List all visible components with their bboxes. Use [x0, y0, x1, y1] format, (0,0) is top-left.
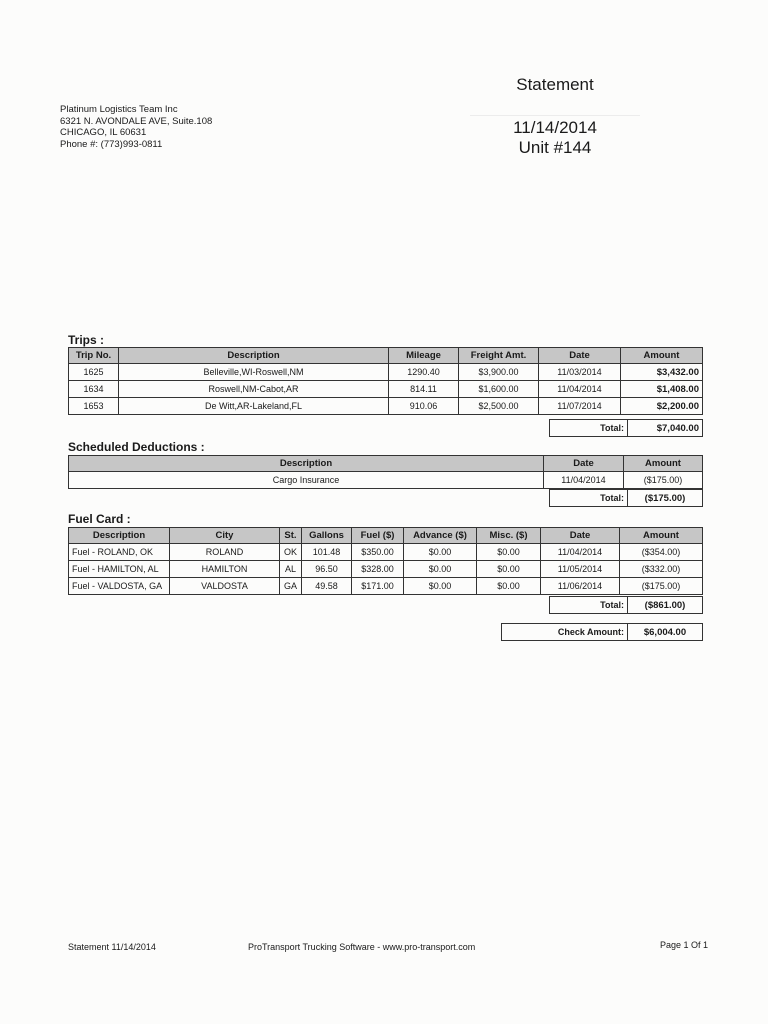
- date-cell: 11/07/2014: [539, 398, 621, 415]
- state-cell: GA: [280, 578, 302, 595]
- date-cell: 11/03/2014: [539, 364, 621, 381]
- amount-cell: ($175.00): [620, 578, 703, 595]
- statement-title: Statement: [516, 75, 594, 94]
- check-amount-box: [501, 623, 703, 641]
- fuel-table: [68, 527, 703, 595]
- col-date: Date: [544, 456, 624, 472]
- city-cell: ROLAND: [170, 544, 280, 561]
- col-state: St.: [280, 528, 302, 544]
- statement-divider: [470, 115, 640, 116]
- fuel-total-label: Total:: [550, 597, 628, 614]
- trips-total: [549, 419, 703, 437]
- table-row: [69, 364, 703, 381]
- fuel-total: [549, 596, 703, 614]
- advance-cell: $0.00: [404, 578, 477, 595]
- gallons-cell: 49.58: [302, 578, 352, 595]
- company-address-line2: CHICAGO, IL 60631: [60, 127, 147, 138]
- deductions-total-value: ($175.00): [628, 490, 703, 507]
- description-cell: Roswell,NM-Cabot,AR: [119, 381, 389, 398]
- freight-cell: $2,500.00: [459, 398, 539, 415]
- amount-cell: ($175.00): [624, 472, 703, 489]
- fuel-cell: $350.00: [352, 544, 404, 561]
- description-cell: Fuel - HAMILTON, AL: [69, 561, 170, 578]
- fuel-header-row: [69, 528, 703, 544]
- trips-table: [68, 347, 703, 415]
- company-phone: Phone #: (773)993-0811: [60, 138, 163, 150]
- amount-cell: $2,200.00: [621, 398, 703, 415]
- table-row: [69, 544, 703, 561]
- trips-heading: Trips :: [68, 333, 105, 347]
- trip-no-cell: 1625: [69, 364, 119, 381]
- table-row: [69, 561, 703, 578]
- footer-statement-date: Statement 11/14/2014: [68, 942, 156, 952]
- mileage-cell: 814.11: [389, 381, 459, 398]
- date-cell: 11/04/2014: [539, 381, 621, 398]
- misc-cell: $0.00: [477, 578, 541, 595]
- misc-cell: $0.00: [477, 561, 541, 578]
- deductions-total-label: Total:: [550, 490, 628, 507]
- col-description: Description: [69, 528, 170, 544]
- company-address-line1: 6321 N. AVONDALE AVE, Suite.108: [60, 115, 213, 127]
- description-cell: Fuel - ROLAND, OK: [69, 544, 170, 561]
- statement-date: 11/14/2014: [513, 118, 597, 137]
- trips-total-label: Total:: [550, 420, 628, 437]
- amount-cell: $1,408.00: [621, 381, 703, 398]
- col-mileage: Mileage: [389, 348, 459, 364]
- footer-page-number: Page 1 Of 1: [660, 940, 709, 950]
- city-cell: VALDOSTA: [170, 578, 280, 595]
- deductions-total: [549, 489, 703, 507]
- freight-cell: $3,900.00: [459, 364, 539, 381]
- amount-cell: ($332.00): [620, 561, 703, 578]
- date-cell: 11/04/2014: [544, 472, 624, 489]
- table-row: [69, 472, 703, 489]
- col-misc: Misc. ($): [477, 528, 541, 544]
- col-fuel: Fuel ($): [352, 528, 404, 544]
- fuel-cell: $171.00: [352, 578, 404, 595]
- deductions-table: [68, 455, 703, 489]
- col-freight-amt: Freight Amt.: [459, 348, 539, 364]
- col-description: Description: [119, 348, 389, 364]
- trips-header-row: [69, 348, 703, 364]
- description-cell: Cargo Insurance: [69, 472, 544, 489]
- mileage-cell: 910.06: [389, 398, 459, 415]
- state-cell: AL: [280, 561, 302, 578]
- col-amount: Amount: [621, 348, 703, 364]
- description-cell: Fuel - VALDOSTA, GA: [69, 578, 170, 595]
- gallons-cell: 101.48: [302, 544, 352, 561]
- table-row: [69, 381, 703, 398]
- date-cell: 11/04/2014: [541, 544, 620, 561]
- date-cell: 11/06/2014: [541, 578, 620, 595]
- check-amount-value: $6,004.00: [628, 624, 703, 641]
- col-amount: Amount: [620, 528, 703, 544]
- date-cell: 11/05/2014: [541, 561, 620, 578]
- statement-meta: [470, 118, 640, 158]
- company-info: [60, 104, 212, 150]
- col-advance: Advance ($): [404, 528, 477, 544]
- description-cell: Belleville,WI-Roswell,NM: [119, 364, 389, 381]
- col-trip-no: Trip No.: [69, 348, 119, 364]
- company-name: Platinum Logistics Team Inc: [60, 104, 178, 115]
- mileage-cell: 1290.40: [389, 364, 459, 381]
- fuel-heading: Fuel Card :: [68, 512, 131, 526]
- col-description: Description: [69, 456, 544, 472]
- statement-unit: Unit #144: [518, 138, 592, 157]
- table-row: [69, 398, 703, 415]
- col-amount: Amount: [624, 456, 703, 472]
- amount-cell: $3,432.00: [621, 364, 703, 381]
- col-date: Date: [539, 348, 621, 364]
- col-date: Date: [541, 528, 620, 544]
- footer-software: ProTransport Trucking Software - www.pro-transport.com: [248, 942, 476, 952]
- freight-cell: $1,600.00: [459, 381, 539, 398]
- amount-cell: ($354.00): [620, 544, 703, 561]
- deductions-heading: Scheduled Deductions :: [68, 440, 205, 454]
- description-cell: De Witt,AR-Lakeland,FL: [119, 398, 389, 415]
- gallons-cell: 96.50: [302, 561, 352, 578]
- state-cell: OK: [280, 544, 302, 561]
- col-city: City: [170, 528, 280, 544]
- table-row: [69, 578, 703, 595]
- fuel-cell: $328.00: [352, 561, 404, 578]
- trip-no-cell: 1653: [69, 398, 119, 415]
- advance-cell: $0.00: [404, 561, 477, 578]
- misc-cell: $0.00: [477, 544, 541, 561]
- trip-no-cell: 1634: [69, 381, 119, 398]
- check-amount-label: Check Amount:: [502, 624, 628, 641]
- deductions-header-row: [69, 456, 703, 472]
- col-gallons: Gallons: [302, 528, 352, 544]
- trips-total-value: $7,040.00: [628, 420, 703, 437]
- city-cell: HAMILTON: [170, 561, 280, 578]
- advance-cell: $0.00: [404, 544, 477, 561]
- fuel-total-value: ($861.00): [628, 597, 703, 614]
